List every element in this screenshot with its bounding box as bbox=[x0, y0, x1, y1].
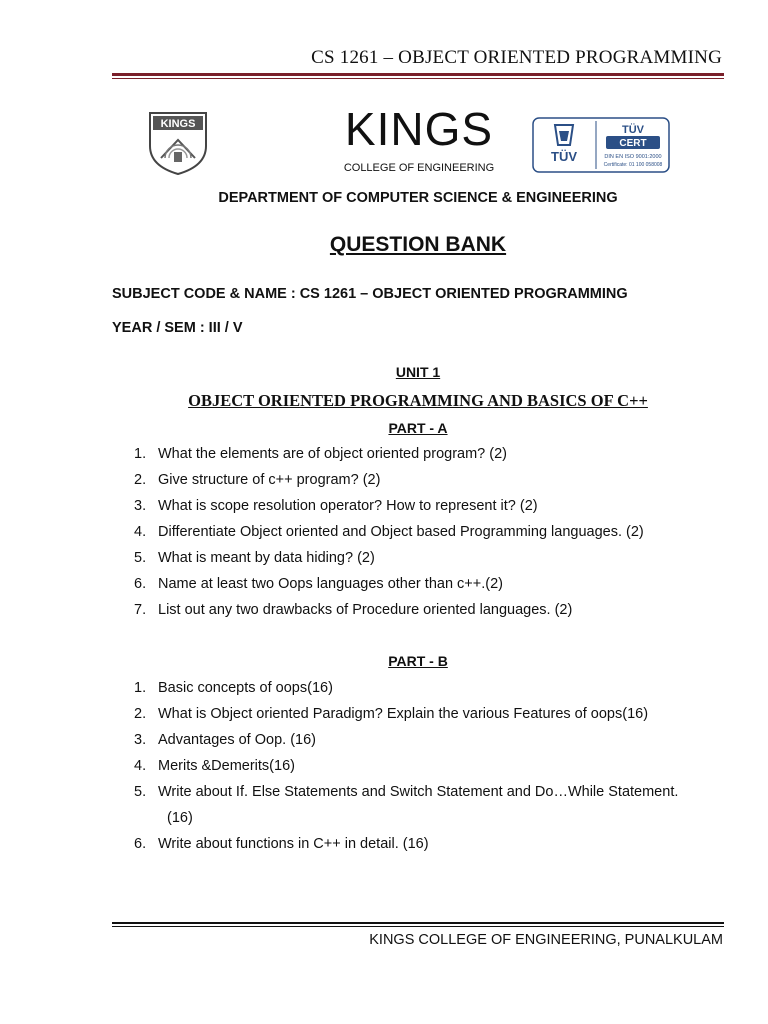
question-number: 6. bbox=[134, 576, 147, 592]
tuv-right-text: TÜV bbox=[622, 124, 644, 136]
question-number: 3. bbox=[134, 498, 147, 514]
question-number: 7. bbox=[134, 602, 147, 618]
question-item bbox=[112, 779, 724, 831]
brand-subtitle: COLLEGE OF ENGINEERING bbox=[343, 162, 495, 174]
question-text: Name at least two Oops languages other than c++.(2) bbox=[158, 576, 503, 592]
subject-line: SUBJECT CODE & NAME : CS 1261 – OBJECT ORIENTED PROGRAMMING bbox=[112, 286, 628, 302]
question-item bbox=[112, 753, 724, 779]
question-item bbox=[112, 545, 724, 571]
question-text: List out any two drawbacks of Procedure oriented languages. (2) bbox=[158, 602, 573, 618]
question-number: 6. bbox=[134, 836, 147, 852]
question-item bbox=[112, 493, 724, 519]
cert-badge-text: CERT bbox=[619, 138, 647, 149]
question-text: Write about If. Else Statements and Switch Statement and Do…While Statement. bbox=[158, 784, 679, 800]
question-number: 3. bbox=[134, 732, 147, 748]
question-text: Give structure of c++ program? (2) bbox=[158, 472, 381, 488]
question-item bbox=[112, 467, 724, 493]
question-number: 5. bbox=[134, 784, 147, 800]
question-item bbox=[112, 571, 724, 597]
question-number: 2. bbox=[134, 472, 147, 488]
part-b-heading: PART - B bbox=[388, 653, 448, 669]
question-item bbox=[112, 727, 724, 753]
footer-rule-thick bbox=[112, 922, 724, 924]
question-item bbox=[112, 831, 724, 857]
running-header-title: CS 1261 – OBJECT ORIENTED PROGRAMMING bbox=[311, 47, 722, 68]
question-item bbox=[112, 441, 724, 467]
cert-line-2: Certificate: 01 100 058008 bbox=[603, 162, 663, 168]
question-item bbox=[112, 597, 724, 623]
unit-title: OBJECT ORIENTED PROGRAMMING AND BASICS OF C++ bbox=[188, 391, 648, 410]
question-item bbox=[112, 701, 724, 727]
question-item bbox=[112, 519, 724, 545]
department-name: DEPARTMENT OF COMPUTER SCIENCE & ENGINEERING bbox=[218, 190, 618, 206]
unit-label: UNIT 1 bbox=[395, 364, 441, 380]
part-a-heading: PART - A bbox=[388, 420, 448, 436]
part-b-question-list bbox=[112, 675, 724, 857]
footer-rule-thin bbox=[112, 926, 724, 927]
footer-text: KINGS COLLEGE OF ENGINEERING, PUNALKULAM bbox=[369, 932, 723, 948]
question-text: What is meant by data hiding? (2) bbox=[158, 550, 375, 566]
question-item bbox=[112, 675, 724, 701]
tuv-certification-logo bbox=[532, 117, 670, 173]
question-number: 1. bbox=[134, 680, 147, 696]
cert-line-1: DIN EN ISO 9001:2000 bbox=[604, 154, 662, 160]
brand-name: KINGS bbox=[344, 103, 494, 155]
tuv-left-text: TÜV bbox=[551, 149, 577, 164]
question-text: Differentiate Object oriented and Object based Programming languages. (2) bbox=[158, 524, 644, 540]
question-number: 4. bbox=[134, 524, 147, 540]
question-number: 5. bbox=[134, 550, 147, 566]
part-a-question-list bbox=[112, 441, 724, 623]
question-number: 2. bbox=[134, 706, 147, 722]
document-title: QUESTION BANK bbox=[329, 233, 507, 256]
header-rule-thin bbox=[112, 78, 724, 79]
college-crest-logo bbox=[147, 110, 209, 176]
brand-block bbox=[334, 103, 504, 175]
question-number: 1. bbox=[134, 446, 147, 462]
year-sem-line: YEAR / SEM : III / V bbox=[112, 320, 243, 336]
crest-text: KINGS bbox=[160, 118, 196, 130]
question-text: Write about functions in C++ in detail. (16) bbox=[158, 836, 429, 852]
question-text: What is scope resolution operator? How to represent it? (2) bbox=[158, 498, 538, 514]
question-continuation: (16) bbox=[167, 810, 193, 826]
question-text: What is Object oriented Paradigm? Explain the various Features of oops(16) bbox=[158, 706, 649, 722]
question-text: Merits &Demerits(16) bbox=[158, 758, 295, 774]
header-rule-thick bbox=[112, 73, 724, 76]
question-number: 4. bbox=[134, 758, 147, 774]
question-text: What the elements are of object oriented program? (2) bbox=[158, 446, 507, 462]
question-text: Basic concepts of oops(16) bbox=[158, 680, 333, 696]
question-text: Advantages of Oop. (16) bbox=[158, 732, 316, 748]
